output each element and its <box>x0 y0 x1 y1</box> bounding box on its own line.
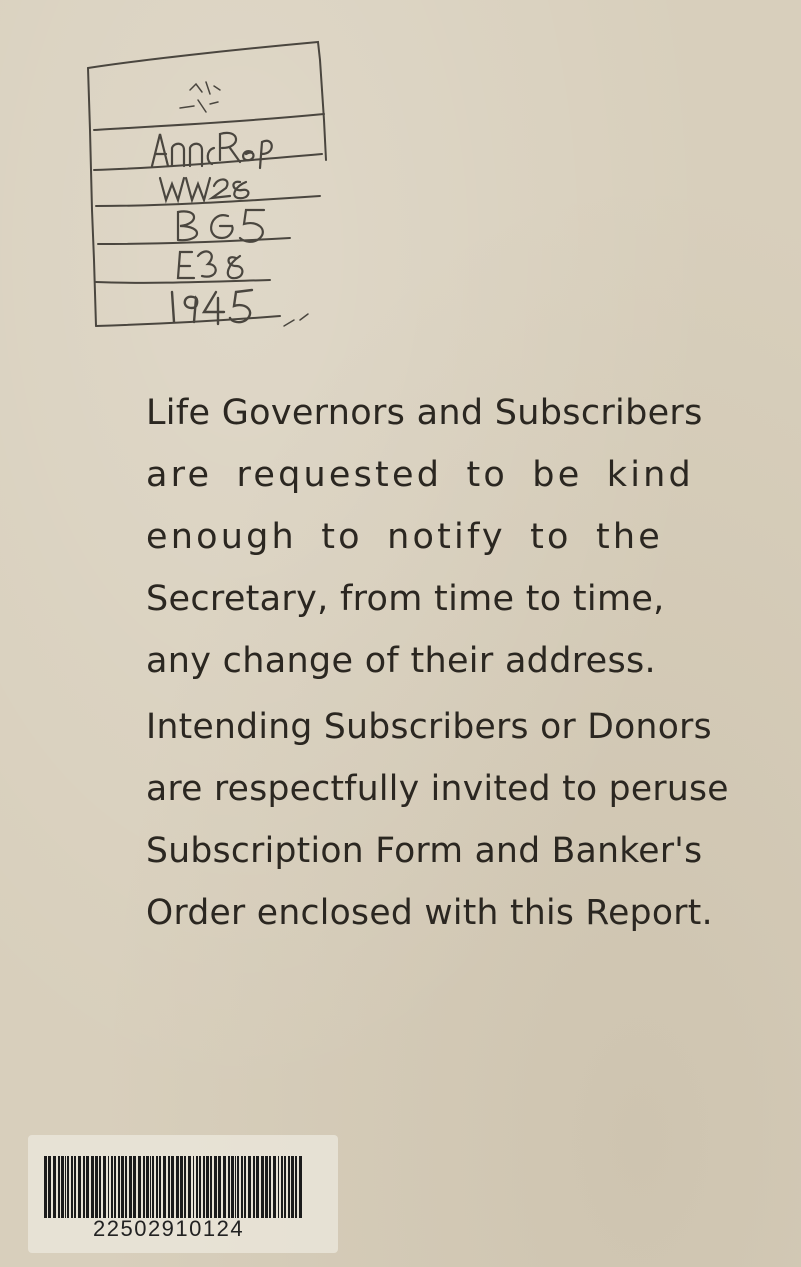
barcode-bar <box>196 1156 198 1218</box>
barcode-bar <box>256 1156 259 1218</box>
barcode-bar <box>138 1156 141 1218</box>
barcode-bar <box>265 1156 268 1218</box>
barcode-bar <box>129 1156 132 1218</box>
barcode-bar <box>125 1156 127 1218</box>
notice-line: Secretary, from time to time, <box>146 579 665 619</box>
barcode-number: 22502910124 <box>93 1216 245 1241</box>
barcode-bar <box>281 1156 283 1218</box>
barcode-bar <box>193 1156 194 1218</box>
barcode-bar <box>273 1156 276 1218</box>
barcode-bar <box>86 1156 89 1218</box>
barcode-bar <box>71 1156 73 1218</box>
barcode-bar <box>231 1156 234 1218</box>
barcode-bar <box>53 1156 56 1218</box>
barcode-bar <box>188 1156 191 1218</box>
barcode-bar <box>150 1156 151 1218</box>
subscription-notice <box>146 696 729 944</box>
barcode-bar <box>284 1156 286 1218</box>
notice-line: Subscription Form and Banker's <box>146 831 703 871</box>
barcode-bar <box>184 1156 186 1218</box>
barcode-bar <box>133 1156 136 1218</box>
barcode-bar <box>99 1156 101 1218</box>
barcode-bar <box>111 1156 113 1218</box>
barcode-bar <box>78 1156 81 1218</box>
barcode-bar <box>91 1156 94 1218</box>
barcode <box>44 1156 302 1218</box>
notice-line: Life Governors and Subscribers <box>146 393 703 433</box>
barcode-bar <box>248 1156 251 1218</box>
barcode-bar <box>244 1156 246 1218</box>
barcode-bar <box>218 1156 221 1218</box>
barcode-bar <box>291 1156 294 1218</box>
barcode-bar <box>143 1156 145 1218</box>
barcode-bar <box>203 1156 205 1218</box>
barcode-bar <box>176 1156 179 1218</box>
barcode-bar <box>261 1156 264 1218</box>
notice-line: any change of their address. <box>146 641 656 681</box>
handwritten-shelfmark-stamp <box>80 30 350 340</box>
barcode-bar <box>114 1156 116 1218</box>
notice-line: Intending Subscribers or Donors <box>146 707 712 747</box>
barcode-bar <box>48 1156 51 1218</box>
notice-line: are requested to be kind <box>146 455 694 495</box>
barcode-bar <box>58 1156 60 1218</box>
barcode-bar <box>295 1156 297 1218</box>
barcode-bar <box>199 1156 201 1218</box>
notice-line: Order enclosed with this Report. <box>146 893 713 933</box>
barcode-bar <box>228 1156 230 1218</box>
barcode-bar <box>61 1156 64 1218</box>
barcode-bar <box>299 1156 302 1218</box>
barcode-bar <box>152 1156 154 1218</box>
barcode-bar <box>156 1156 158 1218</box>
barcode-bar <box>171 1156 174 1218</box>
barcode-bar <box>253 1156 255 1218</box>
barcode-bar <box>237 1156 239 1218</box>
barcode-bar <box>83 1156 85 1218</box>
barcode-bar <box>95 1156 98 1218</box>
barcode-bar <box>121 1156 124 1218</box>
barcode-bar <box>74 1156 76 1218</box>
barcode-bar <box>118 1156 120 1218</box>
barcode-bar <box>278 1156 279 1218</box>
barcode-bar <box>241 1156 243 1218</box>
notice-line: are respectfully invited to peruse <box>146 769 729 809</box>
barcode-bar <box>159 1156 161 1218</box>
barcode-bar <box>180 1156 183 1218</box>
barcode-bar <box>108 1156 109 1218</box>
barcode-bar <box>65 1156 66 1218</box>
library-stamp <box>80 30 350 340</box>
barcode-bar <box>103 1156 106 1218</box>
barcode-bar <box>288 1156 290 1218</box>
barcode-bar <box>210 1156 212 1218</box>
barcode-bar <box>168 1156 170 1218</box>
barcode-bar <box>206 1156 209 1218</box>
barcode-bar <box>235 1156 236 1218</box>
barcode-bar <box>146 1156 149 1218</box>
barcode-bar <box>67 1156 69 1218</box>
barcode-bar <box>223 1156 226 1218</box>
barcode-bar <box>214 1156 217 1218</box>
barcode-bar <box>163 1156 166 1218</box>
address-change-notice <box>146 382 706 692</box>
notice-line: enough to notify to the <box>146 517 663 557</box>
barcode-bar <box>269 1156 271 1218</box>
barcode-bar <box>44 1156 47 1218</box>
